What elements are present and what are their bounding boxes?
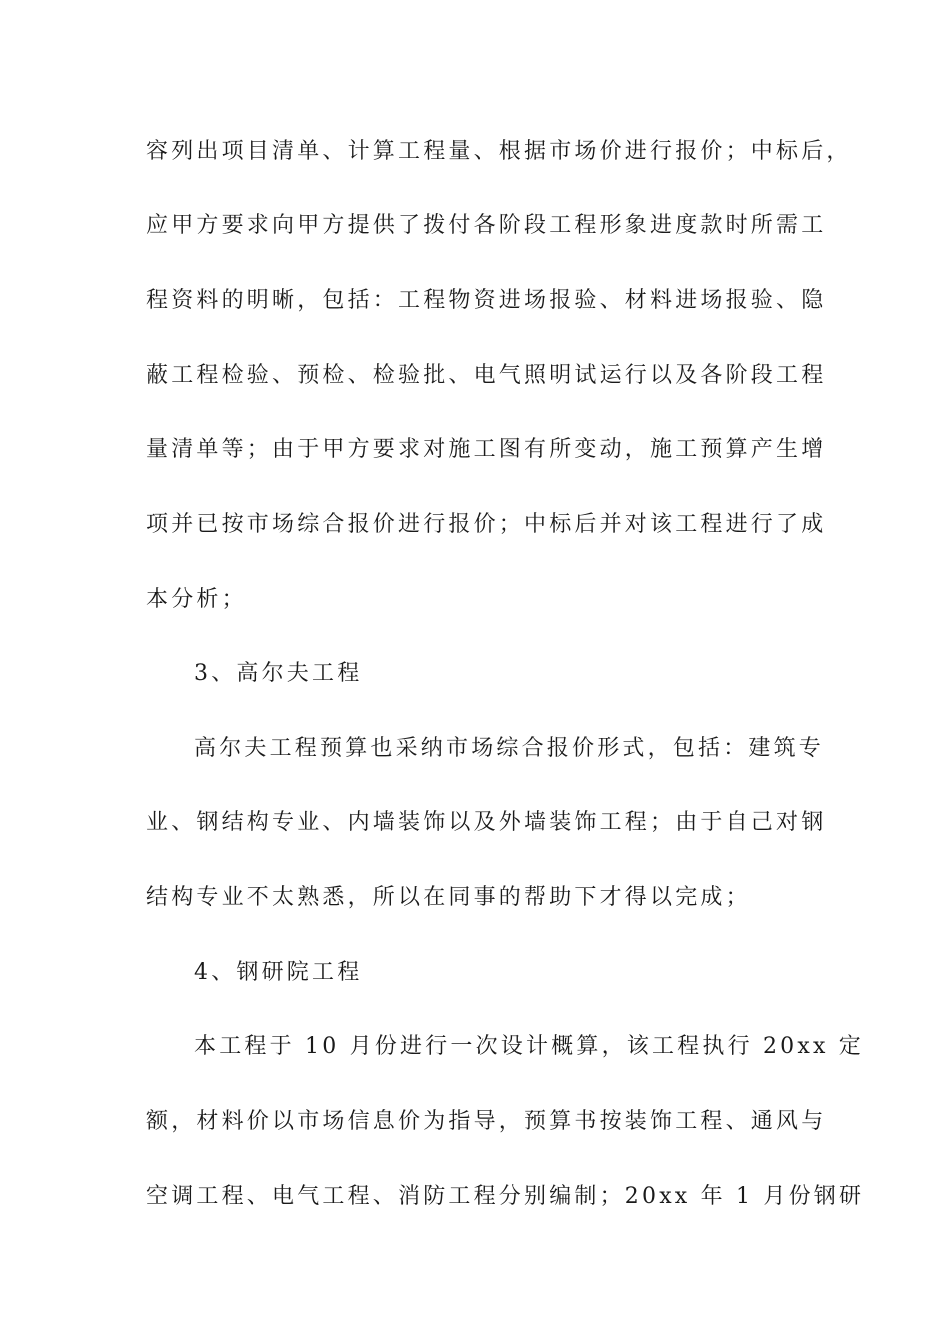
section-heading: 3、高尔夫工程 bbox=[194, 661, 363, 686]
paragraph-line: 空调工程、电气工程、消防工程分别编制；20xx 年 1 月份钢研 bbox=[146, 1184, 865, 1209]
paragraph-line: 本工程于 10 月份进行一次设计概算，该工程执行 20xx 定 bbox=[194, 1034, 864, 1059]
paragraph-line: 程资料的明晰，包括：工程物资进场报验、材料进场报验、隐 bbox=[146, 288, 827, 313]
paragraph-line: 高尔夫工程预算也采纳市场综合报价形式，包括：建筑专 bbox=[194, 736, 825, 761]
paragraph-line: 业、钢结构专业、内墙装饰以及外墙装饰工程；由于自己对钢 bbox=[146, 810, 827, 835]
paragraph-line: 应甲方要求向甲方提供了拨付各阶段工程形象进度款时所需工 bbox=[146, 213, 827, 238]
paragraph-line: 项并已按市场综合报价进行报价；中标后并对该工程进行了成 bbox=[146, 512, 827, 537]
paragraph-line: 额，材料价以市场信息价为指导，预算书按装饰工程、通风与 bbox=[146, 1109, 827, 1134]
paragraph-line: 结构专业不太熟悉，所以在同事的帮助下才得以完成； bbox=[146, 885, 751, 910]
paragraph-line: 容列出项目清单、计算工程量、根据市场价进行报价；中标后， bbox=[146, 139, 852, 164]
paragraph-line: 蔽工程检验、预检、检验批、电气照明试运行以及各阶段工程 bbox=[146, 363, 827, 388]
paragraph-line: 量清单等；由于甲方要求对施工图有所变动，施工预算产生增 bbox=[146, 437, 827, 462]
section-heading: 4、钢研院工程 bbox=[194, 960, 363, 985]
paragraph-line: 本分析； bbox=[146, 587, 247, 612]
